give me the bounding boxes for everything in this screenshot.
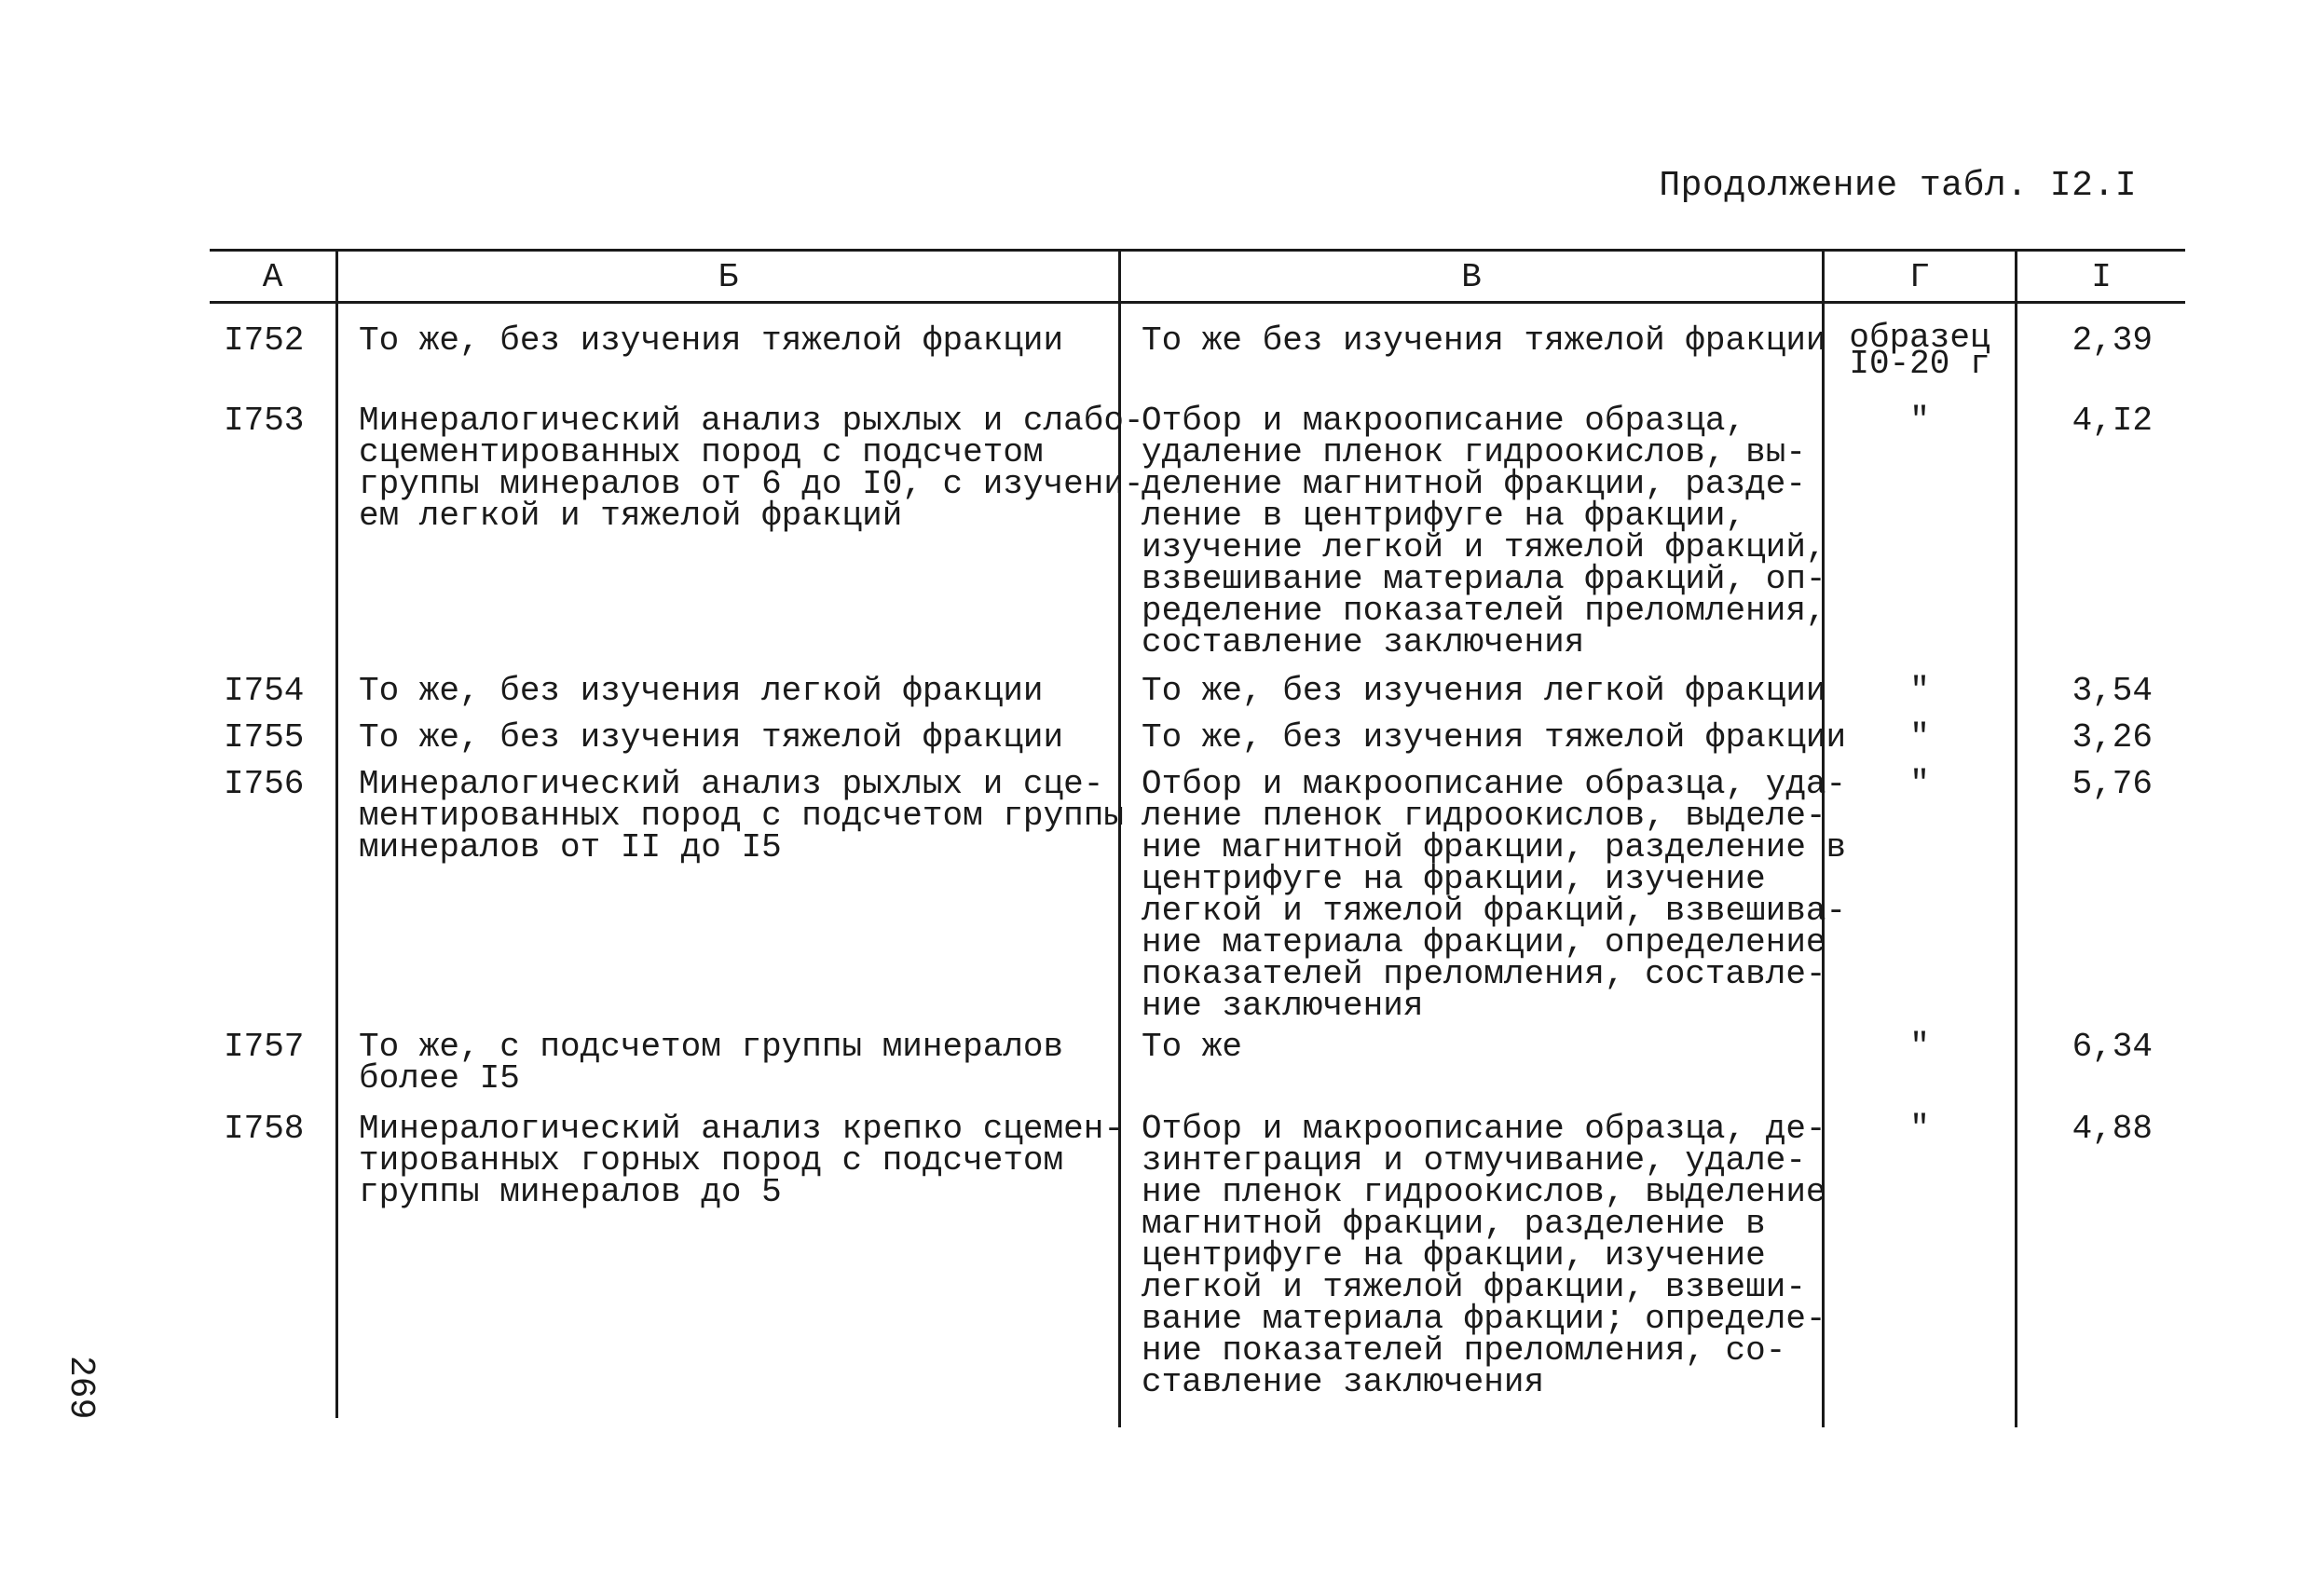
row-content: То же, без изучения тяжелой фракции	[1142, 718, 1847, 757]
row-name: Минералогический анализ рыхлых и сце- ментированных пород с подсчетом группы минералов от II до I5	[359, 765, 1124, 866]
row-price: 3,54	[2072, 672, 2153, 710]
row-unit: "	[1909, 1110, 1930, 1148]
header-g: Г	[1909, 258, 1930, 296]
row-code: I758	[224, 1110, 305, 1148]
row-content: То же	[1142, 1028, 1243, 1066]
header-b: Б	[718, 258, 739, 296]
header-i: I	[2091, 258, 2112, 296]
price-table	[210, 249, 2185, 1437]
row-content: Отбор и макроописание образца, де- зинтеграция и отмучивание, удале- ние пленок гидроокислов, выделение магнитной фракции, разделение в центрифуге на фракции, изучение легкой и тяжелой фракции, взвеши- вание материала фракции; определе- ние показателей преломления, со- ставление заключения	[1142, 1110, 1826, 1401]
table-top-rule	[210, 249, 2185, 252]
row-code: I755	[224, 718, 305, 757]
row-price: 5,76	[2072, 765, 2153, 803]
row-code: I756	[224, 765, 305, 803]
row-price: 4,I2	[2072, 402, 2153, 440]
row-price: 4,88	[2072, 1110, 2153, 1148]
row-unit: "	[1909, 672, 1930, 710]
header-bottom-rule	[210, 301, 2185, 304]
row-price: 2,39	[2072, 321, 2153, 360]
page-number: 269	[61, 1356, 101, 1420]
row-content: То же без изучения тяжелой фракции	[1142, 321, 1826, 360]
row-price: 6,34	[2072, 1028, 2153, 1066]
row-content: То же, без изучения легкой фракции	[1142, 672, 1826, 710]
row-unit: "	[1909, 1028, 1930, 1066]
row-unit: "	[1909, 765, 1930, 803]
row-unit: образец I0-20 г	[1849, 319, 1990, 383]
row-name: То же, без изучения тяжелой фракции	[359, 321, 1064, 360]
column-divider	[2015, 249, 2017, 1427]
row-name: Минералогический анализ рыхлых и слабо- сцементированных пород с подсчетом группы минералов от 6 до I0, с изучени- ем легкой и тяжелой фракций	[359, 402, 1144, 535]
header-v: В	[1461, 258, 1482, 296]
row-content: Отбор и макроописание образца, удаление пленок гидроокислов, вы- деление магнитной фракции, разде- ление в центрифуге на фракции, изучение легкой и тяжелой фракций, взвешивание материала фракций, оп- ределение показателей преломления, составление заключения	[1142, 402, 1826, 662]
row-name: То же, с подсчетом группы минералов более I5	[359, 1028, 1064, 1098]
row-name: Минералогический анализ крепко сцемен- тированных горных пород с подсчетом группы минералов до 5	[359, 1110, 1124, 1211]
row-code: I754	[224, 672, 305, 710]
header-a: А	[262, 258, 283, 296]
table-caption: Продолжение табл. I2.I	[1659, 166, 2137, 206]
row-code: I757	[224, 1028, 305, 1066]
row-name: То же, без изучения тяжелой фракции	[359, 718, 1064, 757]
row-unit: "	[1909, 402, 1930, 440]
row-code: I752	[224, 321, 305, 360]
row-unit: "	[1909, 718, 1930, 757]
column-divider	[335, 249, 338, 1418]
row-code: I753	[224, 402, 305, 440]
row-content: Отбор и макроописание образца, уда- ление пленок гидроокислов, выделе- ние магнитной фракции, разделение в центрифуге на фракции, изучение легкой и тяжелой фракций, взвешива- ние материала фракции, определение показателей преломления, составле- ние заключения	[1142, 765, 1847, 1025]
row-name: То же, без изучения легкой фракции	[359, 672, 1044, 710]
row-price: 3,26	[2072, 718, 2153, 757]
